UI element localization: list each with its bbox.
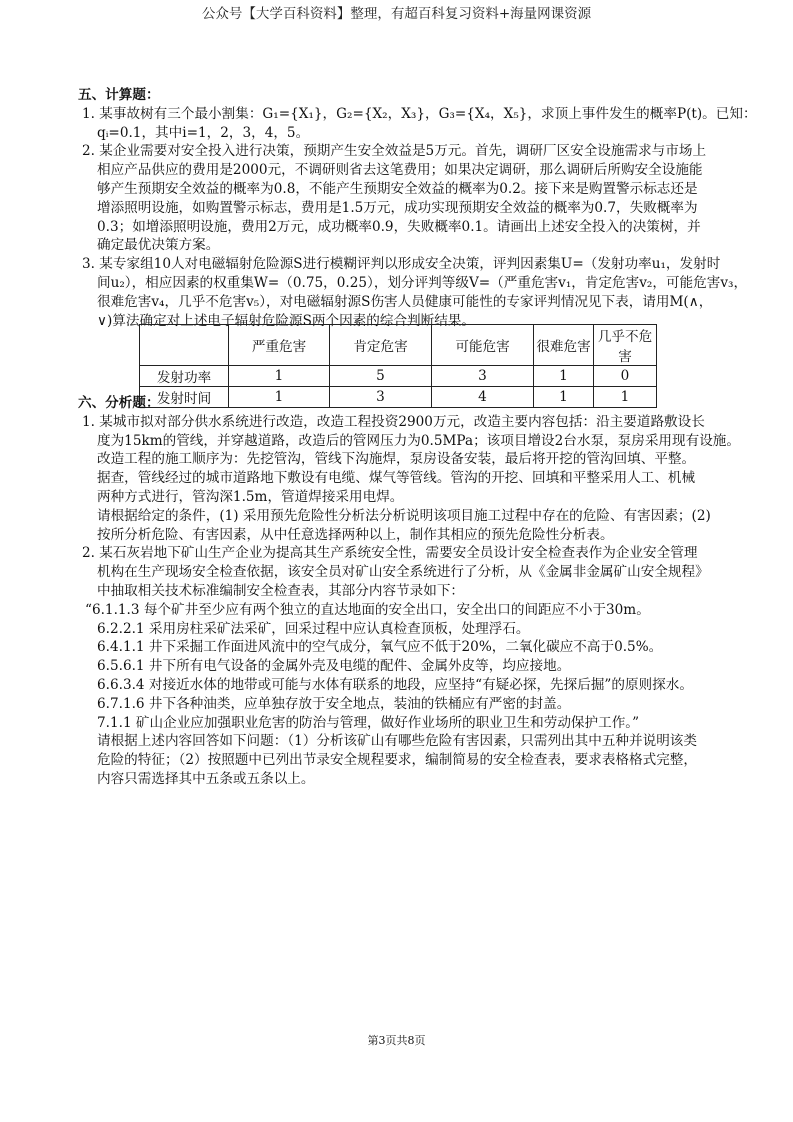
table-header-cell: 几乎不危害 — [594, 325, 657, 366]
text-line: 1. 某城市拟对部分供水系统进行改造，改造工程投资2900万元，改造主要内容包括：沿主要道路敷设长 — [82, 413, 705, 430]
text-line: ∨)算法确定对上述电子辐射危险源S两个因素的综合判断结果。 — [97, 312, 476, 329]
text-line: 6.5.6.1 井下所有电气设备的金属外壳及电缆的配件、金属外皮等，均应接地。 — [97, 658, 571, 675]
text-line: 度为15km的管线，并穿越道路，改造后的管网压力为0.5MPa；该项目增设2台水泵，泵房采用现有设施。 — [97, 432, 740, 449]
section-analysis — [78, 394, 738, 789]
text-line: 两种方式进行，管沟深1.5m，管道焊接采用电焊。 — [97, 488, 404, 505]
table-cell: 发射功率 — [140, 366, 229, 387]
text-line: 7.1.1 矿山企业应加强职业危害的防治与管理，做好作业场所的职业卫生和劳动保护工作。” — [97, 714, 640, 731]
table-cell: 1 — [534, 366, 594, 387]
table-cell: 1 — [229, 387, 330, 408]
section-title: 六、分析题： — [78, 395, 160, 411]
page-header: 公众号【大学百科资料】整理，有超百科复习资料+海量网课资源 — [201, 6, 592, 22]
table-header-cell: 很难危害 — [534, 325, 594, 366]
text-line: 很难危害v₄，几乎不危害v₅），对电磁辐射源S伤害人员健康可能性的专家评判情况见下表，请用M(∧， — [97, 293, 713, 310]
text-line: 2. 某石灰岩地下矿山生产企业为提高其生产系统安全性，需要安全员设计安全检查表作为企业安全管理 — [82, 545, 698, 562]
table-cell: 0 — [594, 366, 657, 387]
text-line: 1. 某事故树有三个最小割集：G₁={X₁}，G₂={X₂，X₃}，G₃={X₄，X₅}，求顶上事件发生的概率P(t)。已知： — [82, 105, 757, 122]
text-line: 2. 某企业需要对安全投入进行决策，预期产生安全效益是5万元。首先，调研厂区安全设施需求与市场上 — [82, 143, 707, 160]
text-line: 6.2.2.1 采用房柱采矿法采矿，回采过程中应认真检查顶板，处理浮石。 — [97, 620, 530, 637]
table-cell: 4 — [432, 387, 534, 408]
text-line: 危险的特征；（2）按照题中已列出节录安全规程要求，编制简易的安全检查表，要求表格格式完整， — [97, 752, 697, 769]
table-cell: 1 — [534, 387, 594, 408]
text-line: 增添照明设施，如购置警示标志，费用是1.5万元，成功实现预期安全效益的概率为0.7，失败概率为 — [97, 199, 698, 216]
table-header-cell: 严重危害 — [229, 325, 330, 366]
table-header-cell: 可能危害 — [432, 325, 534, 366]
text-line: qᵢ=0.1，其中i=1，2，3，4，5。 — [97, 124, 310, 141]
text-line: 3. 某专家组10人对电磁辐射危险源S进行模糊评判以形成安全决策，评判因素集U=（发射功率u₁，发射时 — [82, 256, 721, 273]
text-line: 按所分析危险、有害因素，从中任意选择两种以上，制作其相应的预先危险性分析表。 — [97, 526, 614, 543]
text-line: 请根据上述内容回答如下问题：（1）分析该矿山有哪些危险有害因素，只需列出其中五种并说明该类 — [97, 733, 697, 750]
table-cell: 1 — [594, 387, 657, 408]
text-line: 中抽取相关技术标准编制安全检查表，其部分内容节录如下： — [97, 582, 465, 599]
text-line: “6.1.1.3 每个矿井至少应有两个独立的直达地面的安全出口，安全出口的间距应不小于30m。 — [85, 601, 650, 618]
table-header-row — [140, 325, 657, 366]
text-line: 确定最优决策方案。 — [97, 237, 220, 254]
text-line: 相应产品供应的费用是2000元，不调研则省去这笔费用；如果决定调研，那么调研后所购安全设施能 — [97, 162, 703, 179]
table-cell: 1 — [229, 366, 330, 387]
text-line: 机构在生产现场安全检查依据，该安全员对矿山安全系统进行了分析，从《金属非金属矿山安全规程》 — [97, 564, 709, 581]
table-cell: 3 — [432, 366, 534, 387]
table-cell: 3 — [330, 387, 432, 408]
text-line: 内容只需选择其中五条或五条以上。 — [97, 770, 315, 787]
section-title: 五、计算题： — [78, 87, 160, 103]
table-header-cell — [140, 325, 229, 366]
text-line: 据查，管线经过的城市道路地下敷设有电缆、煤气等管线。管沟的开挖、回填和平整采用人工、机械 — [97, 470, 696, 487]
text-line: 6.6.3.4 对接近水体的地带或可能与水体有联系的地段，应坚持“有疑必探，先探后掘”的原则探水。 — [97, 676, 693, 693]
text-line: 0.3；如增添照明设施，费用2万元，成功概率0.9，失败概率0.1。请画出上述安全投入的决策树，并 — [97, 218, 701, 235]
table-row — [140, 366, 657, 387]
table-cell: 发射时间 — [140, 387, 229, 408]
text-line: 6.4.1.1 井下采掘工作面进风流中的空气成分，氧气应不低于20%，二氧化碳应不高于0.5%。 — [97, 639, 663, 656]
text-line: 6.7.1.6 井下各种油类，应单独存放于安全地点，装油的铁桶应有严密的封盖。 — [97, 695, 571, 712]
text-line: 请根据给定的条件，(1) 采用预先危险性分析法分析说明该项目施工过程中存在的危险、有害因素；(2) — [97, 507, 711, 524]
text-line: 改造工程的施工顺序为：先挖管沟，管线下沟施焊，泵房设备安装，最后将开挖的管沟回填、平整。 — [97, 451, 696, 468]
text-line: 间u₂），相应因素的权重集W=（0.75，0.25），划分评判等级V=（严重危害v₁，肯定危害v₂，可能危害v₃， — [97, 274, 748, 291]
text-line: 够产生预期安全效益的概率为0.8，不能产生预期安全效益的概率为0.2。接下来是购置警示标志还是 — [97, 180, 698, 197]
table-header-cell: 肯定危害 — [330, 325, 432, 366]
section-calculation — [78, 86, 757, 330]
table-cell: 5 — [330, 366, 432, 387]
page-footer: 第3页共8页 — [367, 1034, 426, 1047]
